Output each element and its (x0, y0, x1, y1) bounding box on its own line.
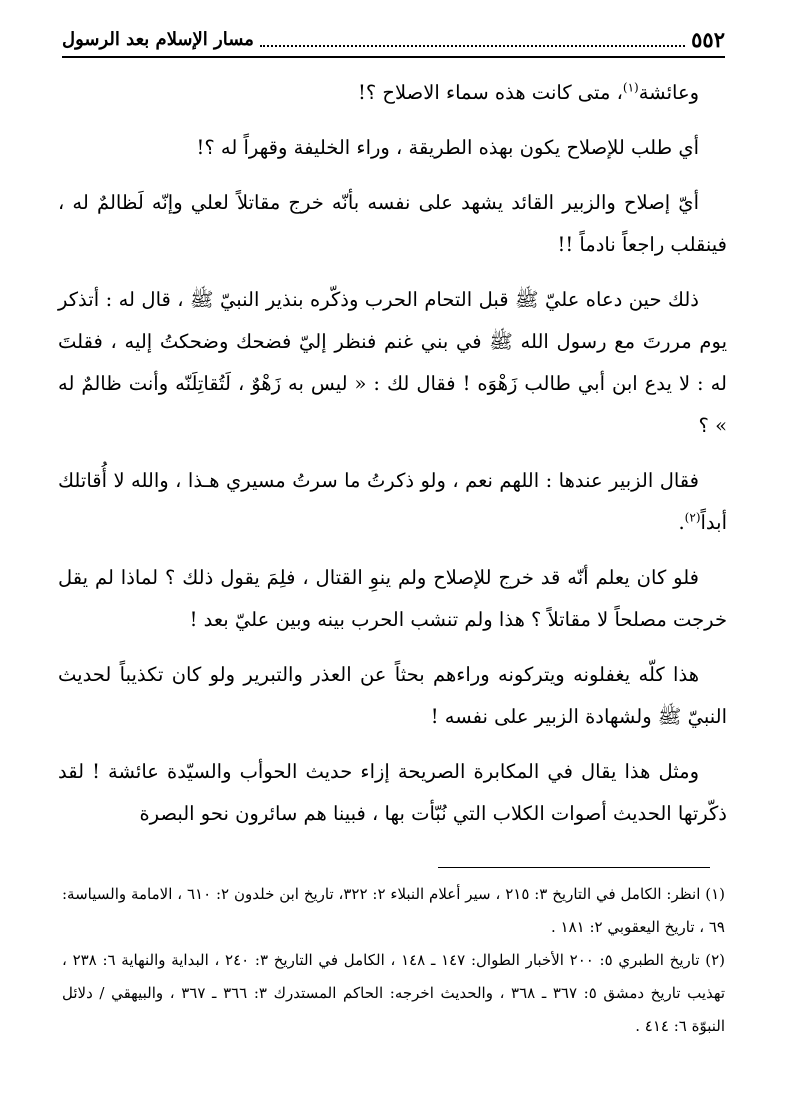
paragraph-2: أي طلب للإصلاح يكون بهذه الطريقة ، وراء الخليفة وقهراً له ؟! (196, 136, 699, 159)
paragraph-4: ذلك حين دعاه عليّ ﷺ قبل التحام الحرب وذكّره بنذير النبيّ ﷺ ، قال له : أتذكر يوم مررتَ مع رسول الله ﷺ في بني غنم فنظر إليّ فضحك وضحكتُ إليه ، فقلتَ له : لا يدع ابن أبي طالب زَهْوَه ! فقال لك : « ليس به زَهْوٌ ، لَتُقاتِلَنّه وأنت ظالمٌ له » ؟ (58, 288, 727, 437)
header-dot-leader (260, 31, 685, 47)
paragraph-7: هذا كلّه يغفلونه ويتركونه وراءهم بحثاً عن العذر والتبرير ولو كان تكذيباً لحديث النبيّ ﷺ ولشهادة الزبير على نفسه ! (58, 663, 727, 728)
paragraph-1: وعائشة$^{(١)}$، متى كانت هذه سماء الاصلاح ؟! (358, 80, 699, 104)
footnote-separator (438, 867, 710, 868)
running-header (62, 22, 725, 58)
paragraph-8: ومثل هذا يقال في المكابرة الصريحة إزاء حديث الحوأب والسيّدة عائشة ! لقد ذكّرتها الحديث أصوات الكلاب التي نُبّأت بها ، فبينا هم سائرون نحو البصرة (58, 760, 727, 825)
paragraph-6: فلو كان يعلم أنّه قد خرج للإصلاح ولم ينوِ القتال ، فلِمَ يقول ذلك ؟ لماذا لم يقل خرجت مصلحاً لا مقاتلاً ؟ هذا ولم تنشب الحرب بينه وبين عليّ بعد ! (58, 566, 727, 631)
main-text (58, 72, 727, 848)
footnotes (62, 878, 725, 1043)
footnote-1: (١) انظر: الكامل في التاريخ ٣: ٢١٥ ، سير أعلام النبلاء ٢: ٣٢٢، تاريخ ابن خلدون ٢: ٦١٠ ، الامامة والسياسة: ٦٩ ، تاريخ اليعقوبي ٢: ١٨١ . (62, 885, 726, 936)
footnote-ref-2: (٢) (684, 510, 701, 525)
page-number: ٥٥٢ (691, 26, 725, 52)
footnote-ref-1: (١) (622, 80, 639, 95)
paragraph-5: فقال الزبير عندها : اللهم نعم ، ولو ذكرتُ ما سرتُ مسيري هـذا ، والله لا أُقاتلك أبداً$^{(٢)}$. (58, 469, 727, 534)
footnote-2: (٢) تاريخ الطبري ٥: ٢٠٠ الأخبار الطوال: ١٤٧ ـ ١٤٨ ، الكامل في التاريخ ٣: ٢٤٠ ، البداية والنهاية ٦: ٢٣٨ ، تهذيب تاريخ دمشق ٥: ٣٦٧ ـ ٣٦٨ ، والحديث اخرجه: الحاكم المستدرك ٣: ٣٦٦ ـ ٣٦٧ ، والبيهقي / دلائل النبوّة ٦: ٤١٤ . (62, 951, 726, 1035)
running-title: مسار الإسلام بعد الرسول (62, 28, 254, 50)
paragraph-3: أيّ إصلاح والزبير القائد يشهد على نفسه بأنّه خرج مقاتلاً لعلي وإنّه لَظالمٌ له ، فينقلب راجعاً نادماً !! (58, 191, 727, 256)
